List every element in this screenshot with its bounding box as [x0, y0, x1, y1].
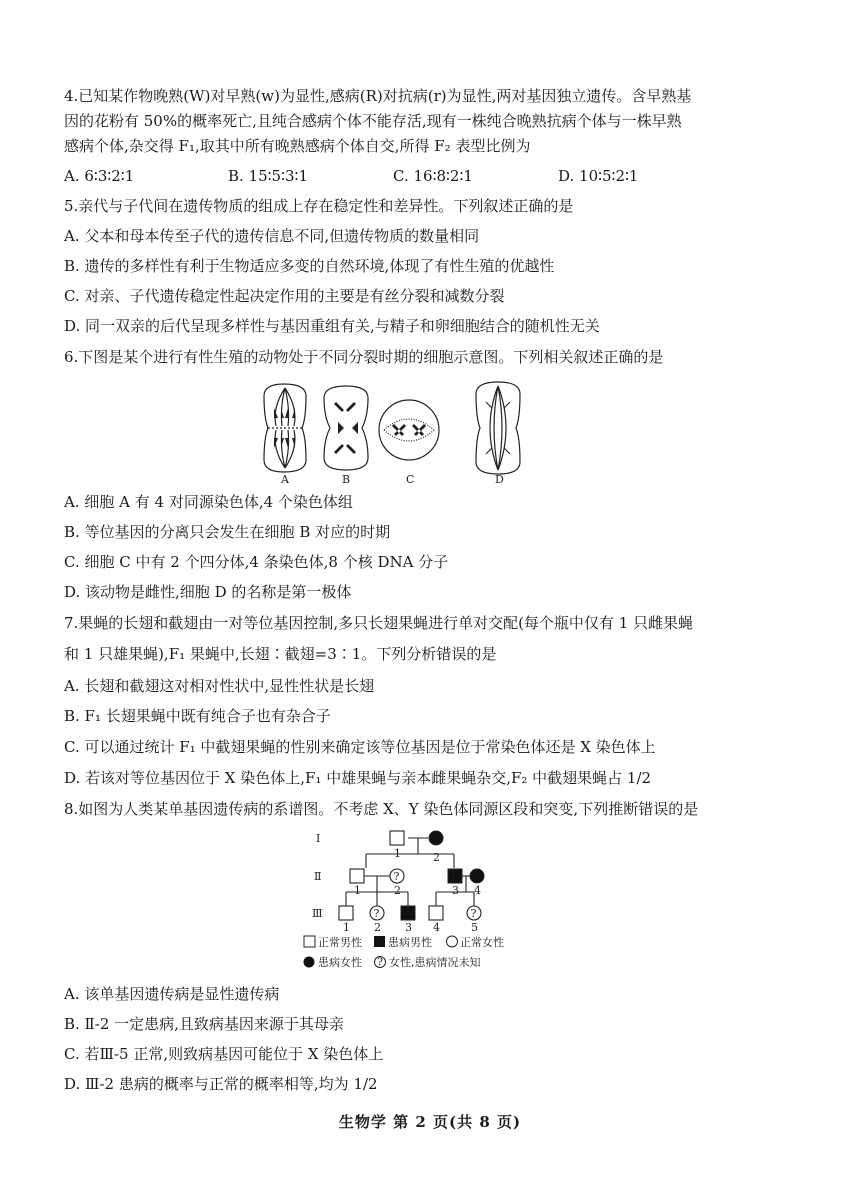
q7-stem-line2: 和 1 只雄果蝇),F₁ 果蝇中,长翅∶截翅=3∶1。下列分析错误的是	[64, 645, 497, 663]
q4-stem-line3: 感病个体,杂交得 F₁,取其中所有晚熟感病个体自交,所得 F₂ 表型比例为	[64, 137, 531, 155]
q4-option-b: B. 15∶5∶3∶1	[228, 167, 308, 185]
legend-normal-female: 正常女性	[460, 936, 504, 949]
legend-unknown-female: 女性,患病情况未知	[389, 956, 481, 969]
gen-label-1: Ⅰ	[316, 832, 321, 845]
cell-label-b: B	[342, 473, 351, 486]
q4-stem-line2: 因的花粉有 50%的概率死亡,且纯合感病个体不能存活,现有一株纯合晚熟抗病个体与一株早熟	[64, 112, 682, 130]
svg-text:?: ?	[470, 907, 477, 920]
svg-text:1: 1	[343, 921, 350, 934]
legend-normal-male: 正常男性	[318, 936, 362, 949]
q5-option-c: C. 对亲、子代遗传稳定性起决定作用的主要是有丝分裂和减数分裂	[64, 287, 505, 305]
svg-text:2: 2	[394, 884, 401, 897]
q7-option-b: B. F₁ 长翅果蝇中既有纯合子也有杂合子	[64, 707, 331, 725]
q6-option-a: A. 细胞 A 有 4 对同源染色体,4 个染色体组	[64, 493, 353, 511]
q6-stem: 6.下图是某个进行有性生殖的动物处于不同分裂时期的细胞示意图。下列相关叙述正确的是	[64, 348, 664, 366]
pedigree-chart	[296, 826, 556, 974]
svg-text:4: 4	[474, 884, 481, 897]
svg-text:?: ?	[377, 955, 383, 969]
q5-stem: 5.亲代与子代间在遗传物质的组成上存在稳定性和差异性。下列叙述正确的是	[64, 197, 574, 215]
q8-option-d: D. Ⅲ-2 患病的概率与正常的概率相等,均为 1/2	[64, 1075, 378, 1093]
q5-option-d: D. 同一双亲的后代呈现多样性与基因重组有关,与精子和卵细胞结合的随机性无关	[64, 317, 600, 335]
svg-text:3: 3	[452, 884, 459, 897]
svg-text:2: 2	[433, 851, 440, 864]
svg-text:?: ?	[393, 870, 400, 883]
svg-text:4: 4	[433, 921, 440, 934]
q4-option-d: D. 10∶5∶2∶1	[558, 167, 639, 185]
cell-division-figure	[254, 378, 544, 486]
svg-text:3: 3	[405, 921, 412, 934]
page-footer: 生物学 第 2 页(共 8 页)	[338, 1113, 522, 1131]
cell-label-a: A	[281, 473, 289, 486]
svg-text:2: 2	[374, 921, 381, 934]
q8-option-b: B. Ⅱ-2 一定患病,且致病基因来源于其母亲	[64, 1015, 344, 1033]
svg-text:1: 1	[394, 847, 401, 860]
q6-option-d: D. 该动物是雌性,细胞 D 的名称是第一极体	[64, 583, 352, 601]
q8-option-c: C. 若Ⅲ-5 正常,则致病基因可能位于 X 染色体上	[64, 1045, 384, 1063]
q4-option-c: C. 16∶8∶2∶1	[393, 167, 473, 185]
svg-text:1: 1	[354, 884, 361, 897]
q6-option-b: B. 等位基因的分离只会发生在细胞 B 对应的时期	[64, 523, 391, 541]
legend-affected-male: 患病男性	[388, 936, 432, 949]
svg-text:?: ?	[373, 907, 380, 920]
svg-text:5: 5	[471, 921, 478, 934]
q8-option-a: A. 该单基因遗传病是显性遗传病	[64, 985, 280, 1003]
gen-label-3: Ⅲ	[312, 907, 323, 920]
cell-label-d: D	[495, 473, 504, 486]
q7-stem-line1: 7.果蝇的长翅和截翅由一对等位基因控制,多只长翅果蝇进行单对交配(每个瓶中仅有 1 只雌果蝇	[64, 614, 694, 632]
q8-stem: 8.如图为人类某单基因遗传病的系谱图。不考虑 X、Y 染色体同源区段和突变,下列推断错误的是	[64, 800, 699, 818]
q7-option-c: C. 可以通过统计 F₁ 中截翅果蝇的性别来确定该等位基因是位于常染色体还是 X 染色体上	[64, 738, 656, 756]
q6-option-c: C. 细胞 C 中有 2 个四分体,4 条染色体,8 个核 DNA 分子	[64, 553, 449, 571]
legend-affected-female: 患病女性	[318, 956, 362, 969]
q4-option-a: A. 6∶3∶2∶1	[64, 167, 135, 185]
cell-label-c: C	[406, 473, 415, 486]
gen-label-2: Ⅱ	[314, 870, 322, 883]
q5-option-a: A. 父本和母本传至子代的遗传信息不同,但遗传物质的数量相同	[64, 227, 480, 245]
q5-option-b: B. 遗传的多样性有利于生物适应多变的自然环境,体现了有性生殖的优越性	[64, 257, 555, 275]
q7-option-a: A. 长翅和截翅这对相对性状中,显性性状是长翅	[64, 677, 375, 695]
q4-stem-line1: 4.已知某作物晚熟(W)对早熟(w)为显性,感病(R)对抗病(r)为显性,两对基因独立遗传。含早熟基	[64, 87, 692, 105]
q7-option-d: D. 若该对等位基因位于 X 染色体上,F₁ 中雄果蝇与亲本雌果蝇杂交,F₂ 中截翅果蝇占 1/2	[64, 769, 652, 787]
